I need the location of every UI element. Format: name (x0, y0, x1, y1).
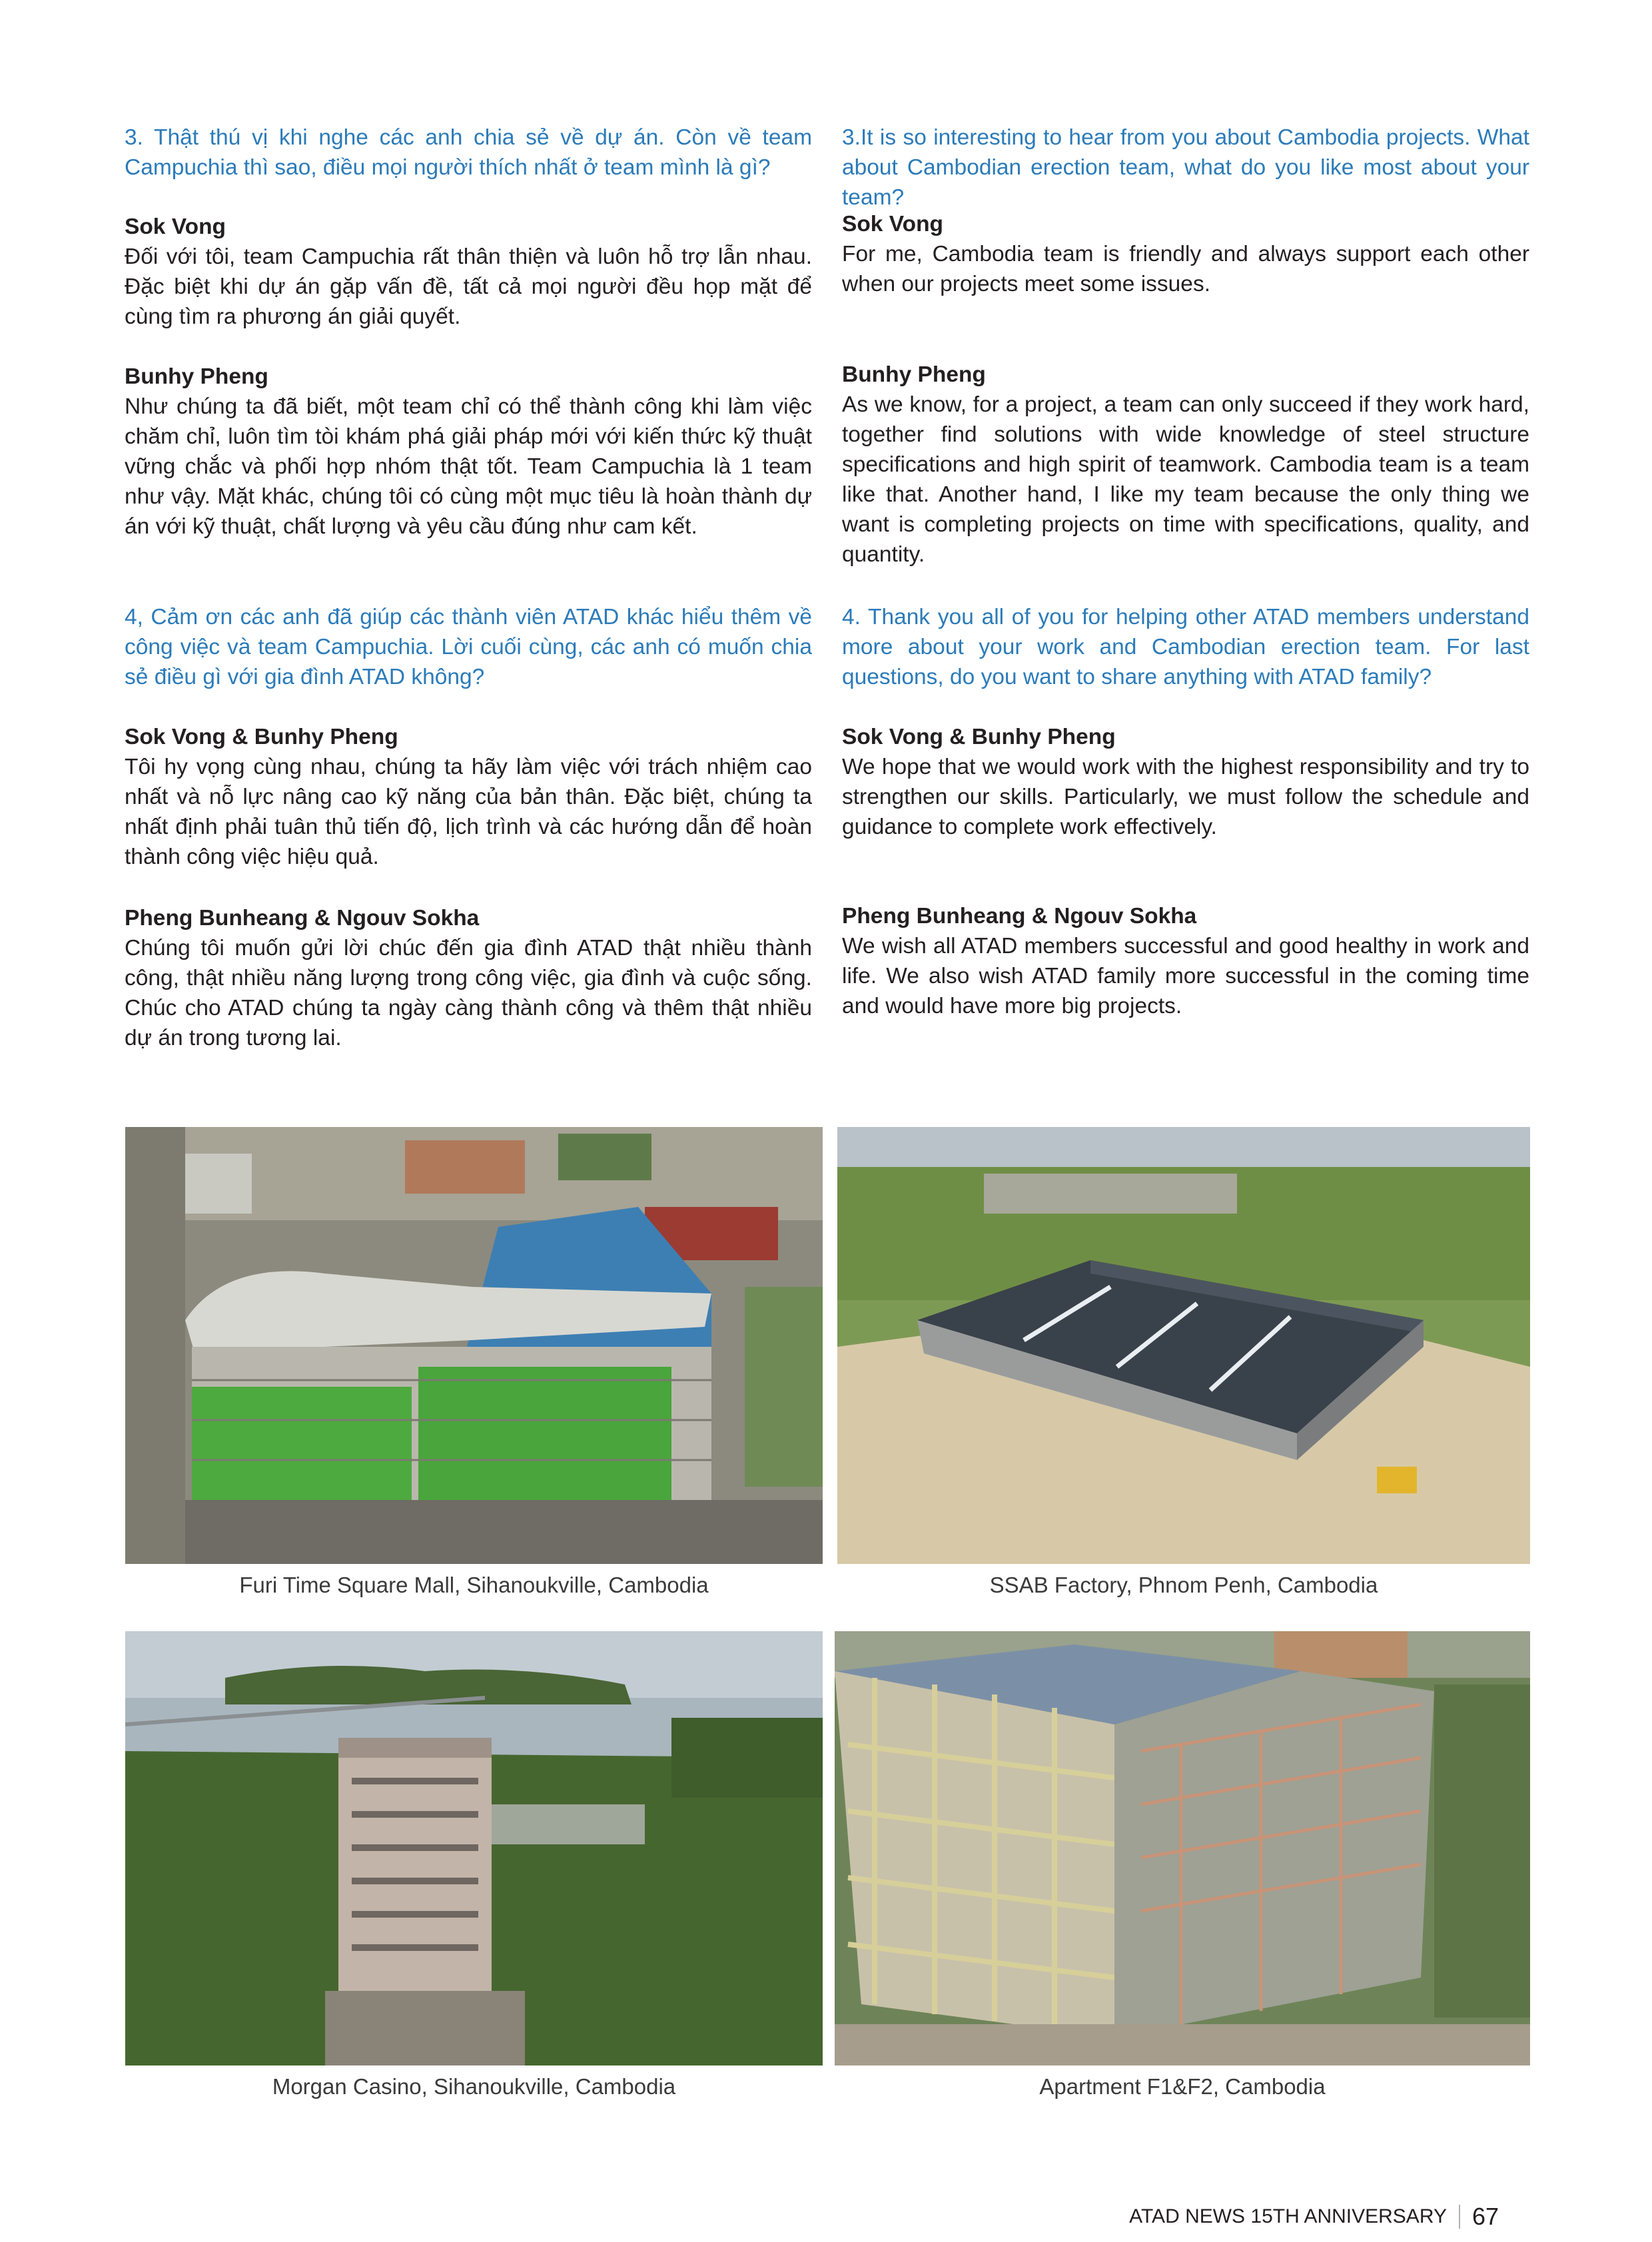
answer-sok-vong-bunhy-pheng-en (842, 722, 1529, 842)
speaker-name: Pheng Bunheang & Ngouv Sokha (842, 904, 1197, 929)
answer-text: For me, Cambodia team is friendly and always support each other when our projects meet some issues. (842, 242, 1529, 296)
photo-caption: Morgan Casino, Sihanoukville, Cambodia (272, 2074, 676, 2099)
answer-text: Đối với tôi, team Campuchia rất thân thiện và luôn hỗ trợ lẫn nhau. Đặc biệt khi dự án gặp vấn đề, tất cả mọi người đều họp mặt để cùng tìm ra phương án giải quyết. (125, 244, 812, 329)
answer-text: We hope that we would work with the highest responsibility and try to strengthen our skills. Particularly, we must follow the schedule and guidance to complete work effectively. (842, 755, 1529, 839)
photo-morgan-casino (125, 1631, 823, 2065)
question-4-vi: 4, Cảm ơn các anh đã giúp các thành viên ATAD khác hiểu thêm về công việc và team Campuchia. Lời cuối cùng, các anh có muốn chia sẻ điều gì với gia đình ATAD không? (125, 605, 812, 689)
footer-divider (1459, 2205, 1460, 2229)
answer-text: As we know, for a project, a team can only succeed if they work hard, together find solutions with wide knowledge of steel structure specifications and high spirit of teamwork. Cambodia team is a team like that. Another hand, I like my team because the only thing we want is completing projects on time with specifications, quality, and quantity. (842, 392, 1529, 567)
speaker-name: Sok Vong (842, 212, 943, 236)
photo-caption: Furi Time Square Mall, Sihanoukville, Cambodia (239, 1573, 709, 1597)
photo-ssab-factory (837, 1127, 1530, 1564)
speaker-name: Bunhy Pheng (842, 362, 986, 387)
answer-text: Chúng tôi muốn gửi lời chúc đến gia đình ATAD thật nhiều thành công, thật nhiều năng lượng trong công việc, gia đình và cuộc sống. Chúc cho ATAD chúng ta ngày càng thành công và thêm thật nhiều dự án trong tương lai. (125, 936, 812, 1050)
publication-name: ATAD NEWS 15TH ANNIVERSARY (1129, 2205, 1447, 2227)
answer-bunhy-pheng-en (842, 360, 1529, 569)
photo-caption: SSAB Factory, Phnom Penh, Cambodia (989, 1573, 1378, 1597)
answer-sok-vong-bunhy-pheng-vi (125, 722, 812, 872)
answer-sok-vong-vi (125, 212, 812, 332)
photo-caption: Apartment F1&F2, Cambodia (1039, 2074, 1326, 2099)
speaker-name: Sok Vong & Bunhy Pheng (842, 725, 1116, 749)
photo-furi-time-square-mall (125, 1127, 823, 1564)
answer-sok-vong-en (842, 209, 1529, 299)
answer-pheng-bunheang-ngouv-sokha-en (842, 901, 1529, 1021)
question-3-en: 3.It is so interesting to hear from you about Cambodia projects. What about Cambodian erection team, what do you like most about your team? (842, 125, 1529, 210)
answer-pheng-bunheang-ngouv-sokha-vi (125, 903, 812, 1053)
speaker-name: Bunhy Pheng (125, 364, 268, 389)
answer-text: We wish all ATAD members successful and good healthy in work and life. We also wish ATAD family more successful in the coming time and would have more big projects. (842, 934, 1529, 1018)
answer-text: Tôi hy vọng cùng nhau, chúng ta hãy làm việc với trách nhiệm cao nhất và nỗ lực nâng cao kỹ năng của bản thân. Đặc biệt, chúng ta nhất định phải tuân thủ tiến độ, lịch trình và các hướng dẫn để hoàn thành công việc hiệu quả. (125, 755, 812, 869)
photo-apartment-f1-f2 (835, 1631, 1530, 2065)
speaker-name: Pheng Bunheang & Ngouv Sokha (125, 906, 480, 931)
answer-text: Như chúng ta đã biết, một team chỉ có thể thành công khi làm việc chăm chỉ, luôn tìm tòi khám phá giải pháp mới với kiến thức kỹ thuật vững chắc và phối hợp nhóm thật tốt. Team Campuchia là 1 team như vậy. Mặt khác, chúng tôi có cùng một mục tiêu là hoàn thành dự án với kỹ thuật, chất lượng và yêu cầu đúng như cam kết. (125, 394, 812, 539)
speaker-name: Sok Vong & Bunhy Pheng (125, 725, 398, 749)
question-4-en: 4. Thank you all of you for helping other ATAD members understand more about your work and Cambodian erection team. For last questions, do you want to share anything with ATAD family? (842, 605, 1529, 689)
answer-bunhy-pheng-vi (125, 362, 812, 542)
page-number: 67 (1471, 2203, 1499, 2230)
question-3-vi: 3. Thật thú vị khi nghe các anh chia sẻ về dự án. Còn về team Campuchia thì sao, điều mọi người thích nhất ở team mình là gì? (125, 125, 812, 180)
page-footer (1129, 2203, 1499, 2230)
speaker-name: Sok Vong (125, 214, 226, 239)
